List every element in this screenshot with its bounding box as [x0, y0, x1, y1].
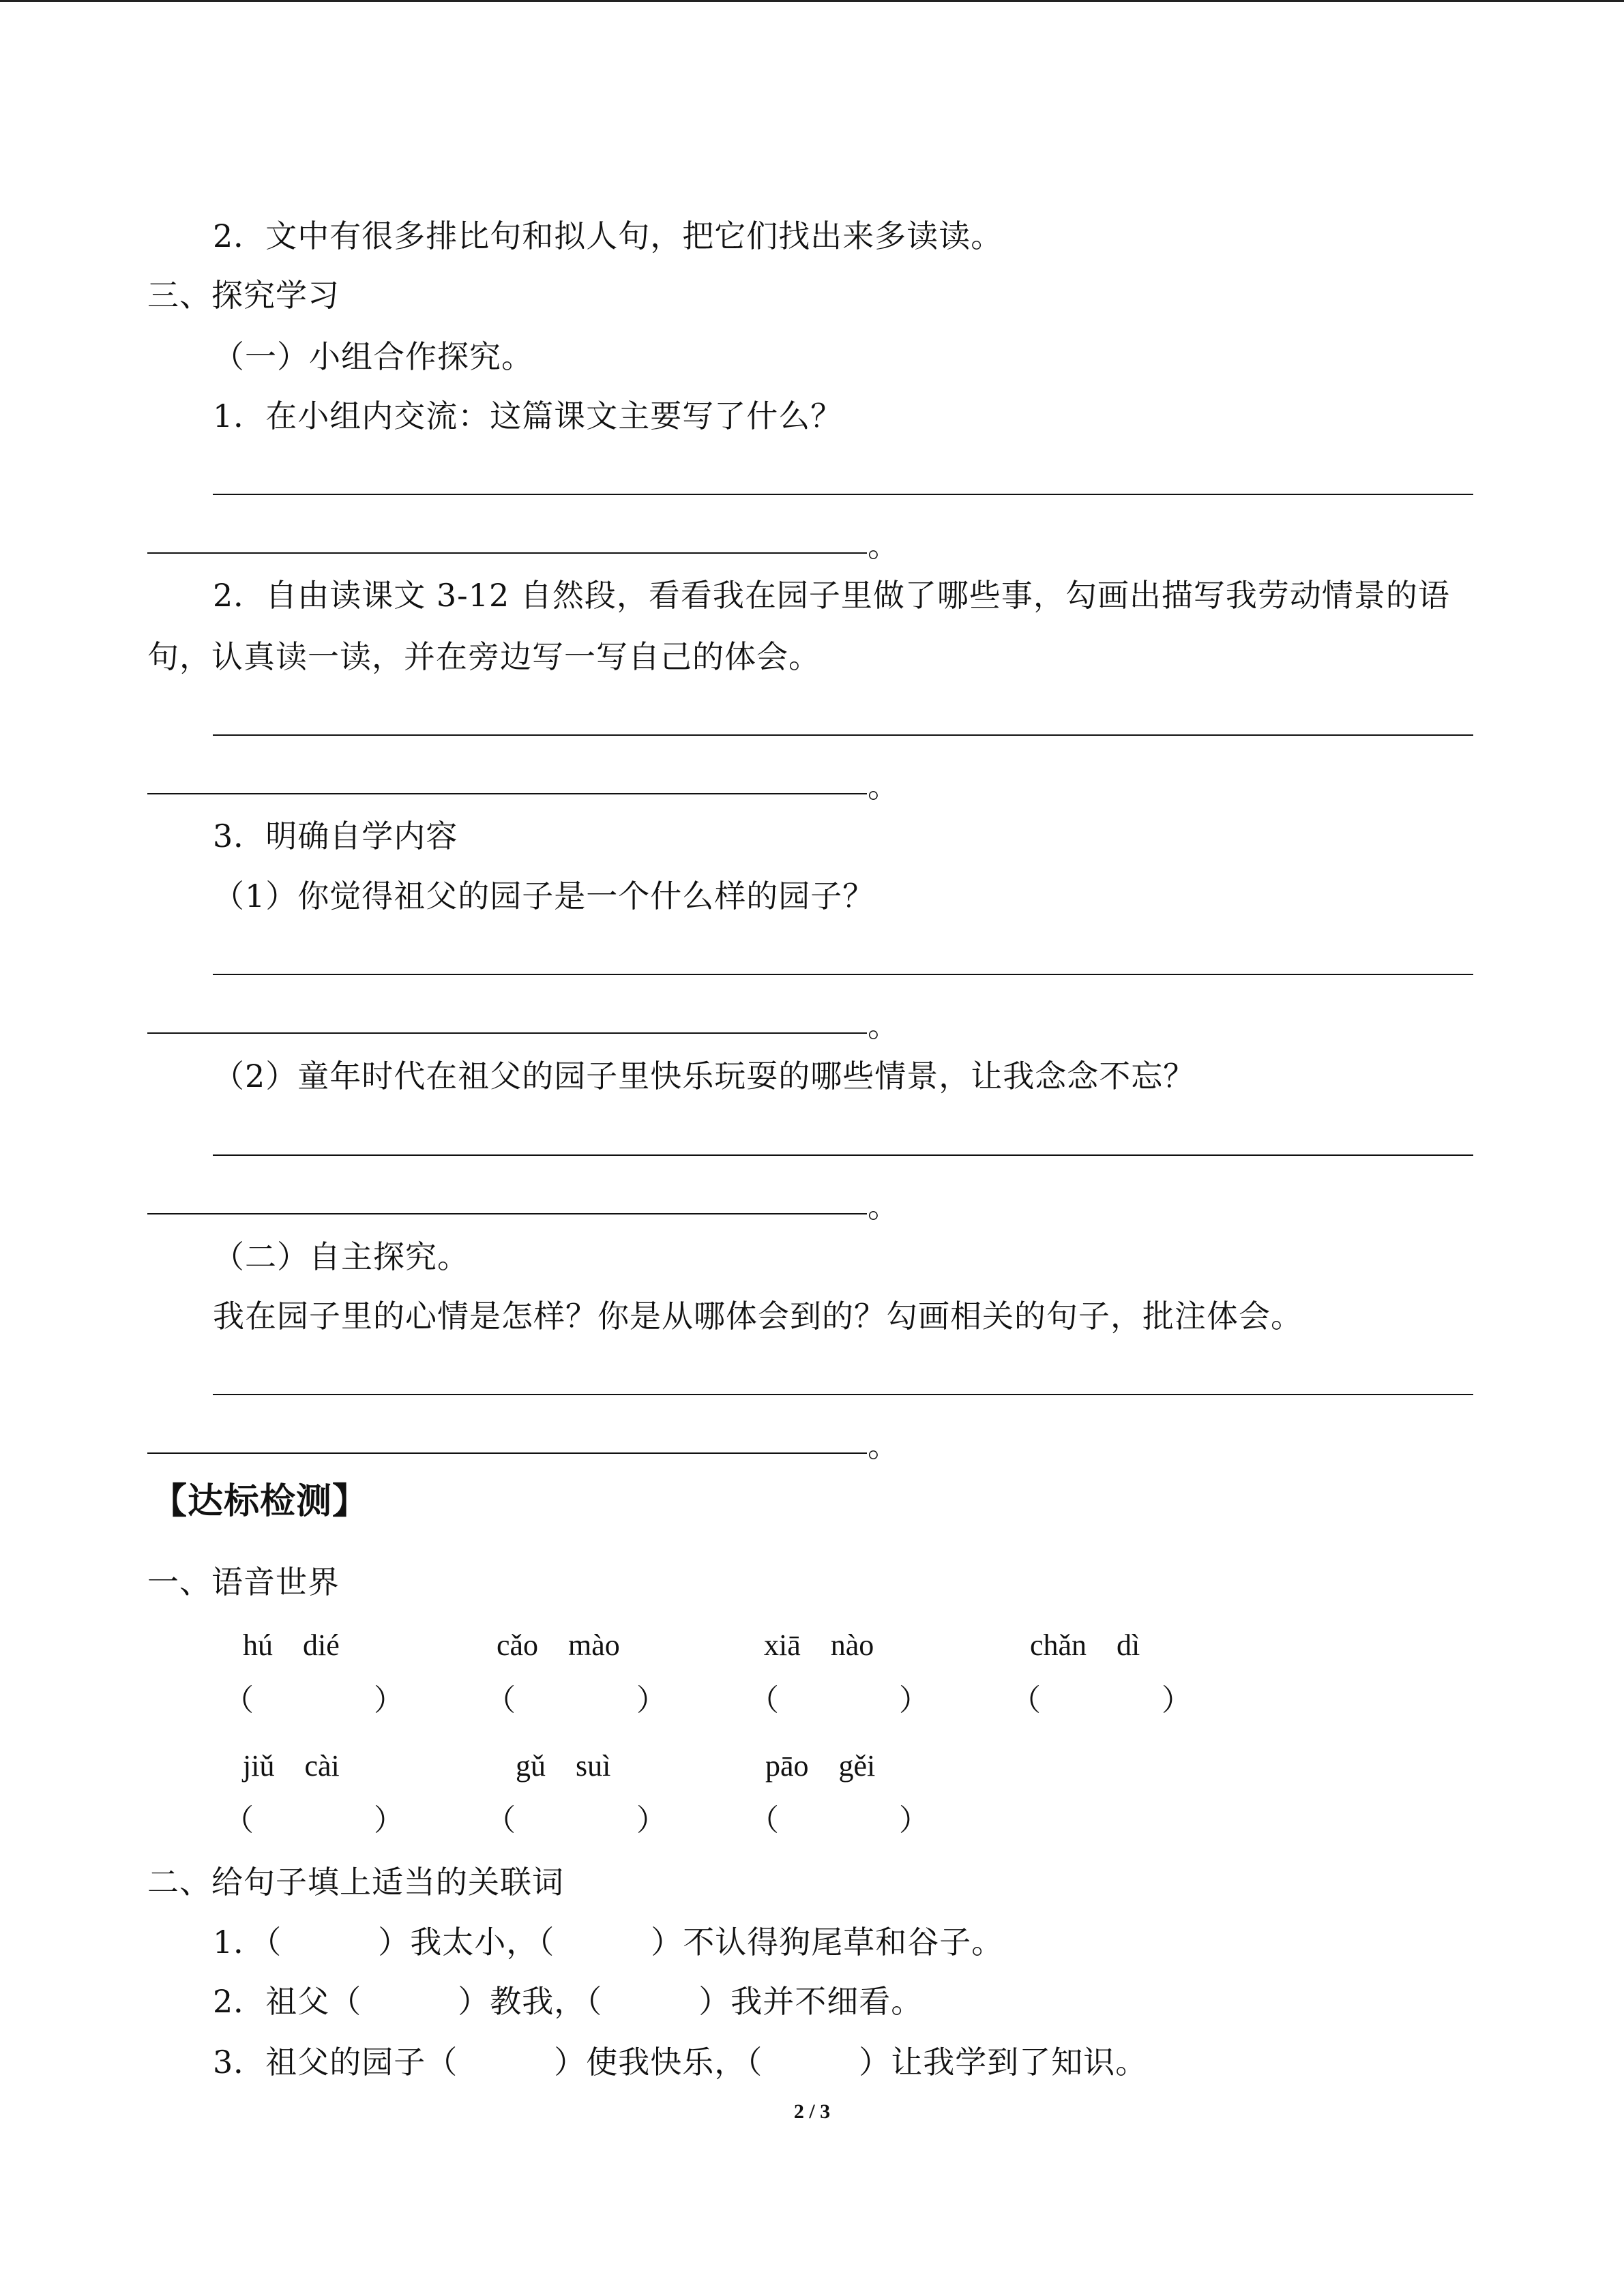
answer-paren-close: ） — [899, 1803, 929, 1838]
answer-line — [213, 1394, 1473, 1395]
pinyin-item: xiā nào — [764, 1628, 874, 1662]
answer-line — [213, 974, 1473, 975]
pinyin-item: cǎo mào — [497, 1628, 620, 1662]
question-2-reading: 2．文中有很多排比句和拟人句，把它们找出来多读读。 — [213, 218, 1003, 254]
group-question-3-2: （2）童年时代在祖父的园子里快乐玩耍的哪些情景，让我念念不忘？ — [213, 1058, 1196, 1094]
answer-paren-close: ） — [374, 1803, 404, 1838]
answer-paren-open: （ — [486, 1683, 516, 1718]
answer-paren-open: （ — [749, 1803, 779, 1838]
answer-paren-open: （ — [224, 1683, 254, 1718]
answer-period: 。 — [868, 1188, 899, 1225]
fill-question-1: 1．（ ）我太小，（ ）不认得狗尾草和谷子。 — [213, 1924, 1004, 1960]
answer-line — [147, 1213, 867, 1214]
answer-line — [213, 734, 1473, 736]
conjunction-section-heading: 二、给句子填上适当的关联词 — [147, 1864, 564, 1900]
pinyin-item: chǎn dì — [1030, 1628, 1140, 1662]
group-question-3: 3．明确自学内容 — [213, 818, 458, 854]
self-study-question: 我在园子里的心情是怎样？你是从哪体会到的？勾画相关的句子，批注体会。 — [213, 1298, 1303, 1335]
answer-line — [147, 793, 867, 794]
answer-paren-open: （ — [1011, 1683, 1041, 1718]
phonetics-section-heading: 一、语音世界 — [147, 1564, 340, 1600]
answer-paren-open: （ — [224, 1803, 254, 1838]
group-question-3-1: （1）你觉得祖父的园子是一个什么样的园子？ — [213, 878, 875, 914]
pinyin-item: gǔ suì — [516, 1749, 611, 1783]
top-border — [0, 0, 1624, 2]
section-3-heading: 三、探究学习 — [147, 277, 340, 314]
group-question-2-line1: 2．自由读课文 3-12 自然段，看看我在园子里做了哪些事，勾画出描写我劳动情景的语 — [213, 577, 1450, 614]
answer-paren-close: ） — [636, 1683, 666, 1718]
answer-period: 。 — [868, 768, 899, 805]
answer-line — [147, 552, 867, 554]
answer-period: 。 — [868, 527, 899, 564]
self-study-heading: （二）自主探究。 — [213, 1238, 469, 1275]
pinyin-item: jiǔ cài — [243, 1749, 340, 1783]
group-study-heading: （一）小组合作探究。 — [213, 338, 533, 375]
answer-line — [213, 1154, 1473, 1156]
pinyin-item: pāo gěi — [765, 1749, 876, 1783]
answer-line — [213, 494, 1473, 495]
answer-paren-close: ） — [1162, 1683, 1192, 1718]
answer-paren-close: ） — [899, 1683, 929, 1718]
fill-question-2: 2．祖父（ ）教我，（ ）我并不细看。 — [213, 1983, 924, 2020]
answer-paren-open: （ — [486, 1803, 516, 1838]
answer-line — [147, 1032, 867, 1034]
answer-paren-close: ） — [374, 1683, 404, 1718]
answer-period: 。 — [868, 1427, 899, 1464]
pinyin-item: hú dié — [243, 1628, 340, 1662]
page-number: 2 / 3 — [793, 2100, 831, 2123]
answer-period: 。 — [868, 1007, 899, 1044]
group-question-1: 1．在小组内交流：这篇课文主要写了什么？ — [213, 398, 843, 434]
answer-paren-open: （ — [749, 1683, 779, 1718]
answer-paren-close: ） — [636, 1803, 666, 1838]
fill-question-3: 3．祖父的园子（ ）使我快乐，（ ）让我学到了知识。 — [213, 2044, 1148, 2081]
answer-line — [147, 1452, 867, 1454]
test-heading: 【达标检测】 — [151, 1481, 369, 1522]
group-question-2-line2: 句，认真读一读，并在旁边写一写自己的体会。 — [147, 638, 821, 675]
